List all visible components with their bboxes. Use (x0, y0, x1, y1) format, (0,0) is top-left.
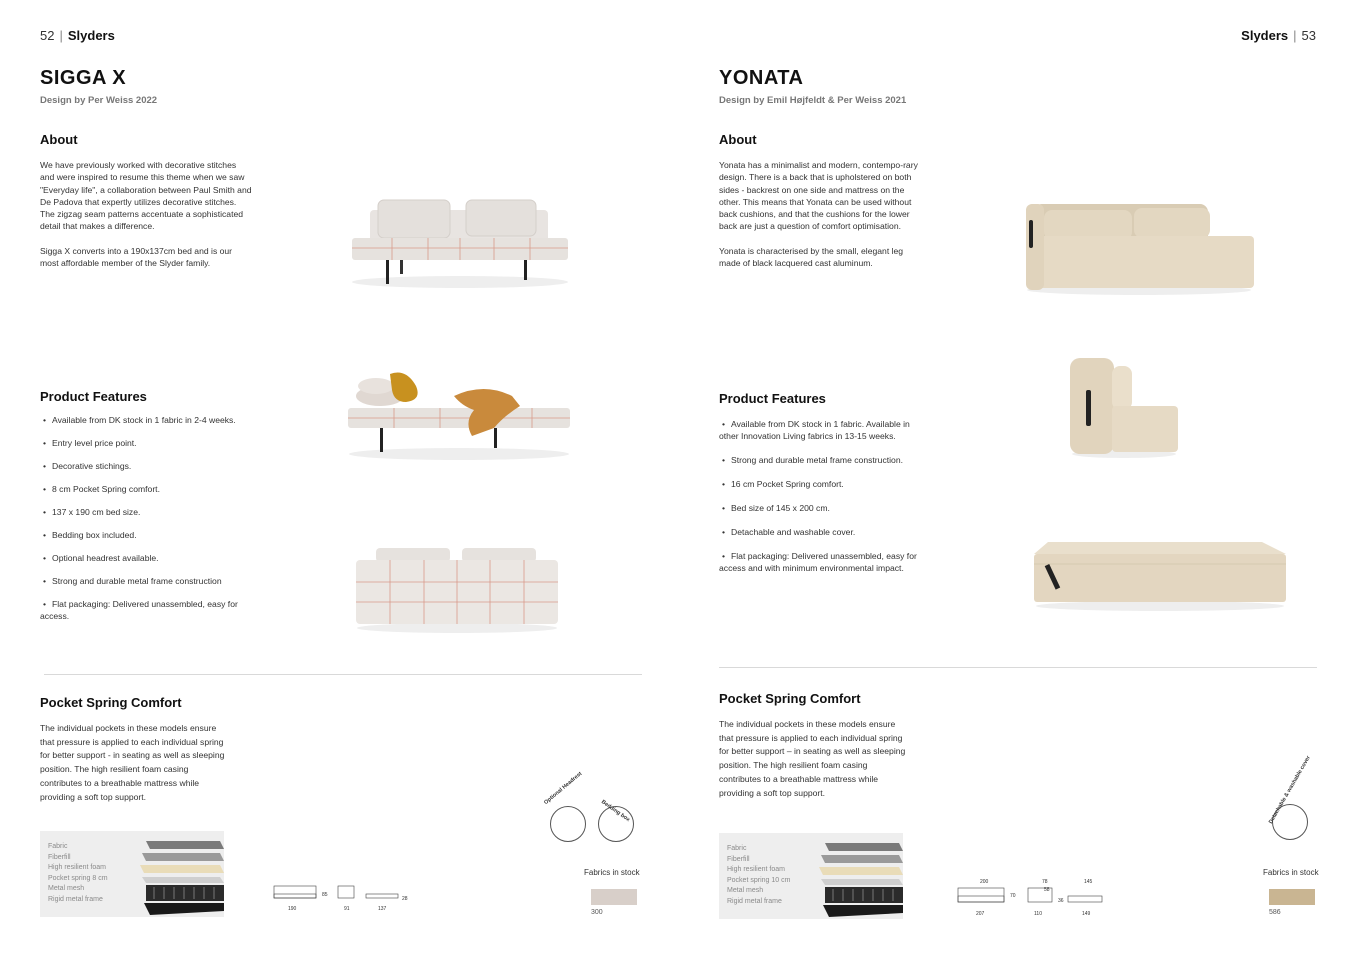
feature-item: • 8 cm Pocket Spring comfort. (40, 483, 252, 495)
dim-label: 70 (1010, 893, 1016, 899)
feature-item: • Strong and durable metal frame construction (40, 575, 252, 587)
layer-label: Fiberfill (48, 853, 71, 861)
layer-label: Pocket spring 10 cm (727, 876, 791, 884)
designer-credit: Design by Per Weiss 2022 (40, 95, 158, 106)
about-text (719, 159, 919, 269)
sofa-photo-back (352, 544, 562, 634)
layer-label: Metal mesh (727, 887, 764, 894)
fabric-code: 586 (1269, 909, 1281, 916)
psc-text: The individual pockets in these models ensure that pressure is applied to each individual spring for better support - in seating as well as sleeping position. The high resilient foam casing contributes to a breathable mattress while providing a soft top support. (40, 723, 225, 802)
mattress-layers-image (719, 833, 903, 919)
dim-label: 110 (1034, 911, 1042, 917)
sofa-photo-seating (1022, 196, 1256, 296)
dim-label: 78 (1042, 879, 1048, 885)
headrest-icon (550, 806, 586, 842)
dim-label: 200 (980, 879, 989, 885)
about-paragraph: Yonata has a minimalist and modern, contempo-rary design. There is a back that is upholstered on both sides - backrest on one side and mattress on the other. This means that Yonata can be used without back cushions, and that the cushions for the lower back are just a question of comfort optimisation. (719, 160, 918, 232)
page-number: 52 (40, 28, 55, 43)
dimension-drawing (954, 876, 1114, 918)
feature-item: • Strong and durable metal frame construction. (719, 454, 929, 466)
page-number: 53 (1301, 28, 1316, 43)
features-list (719, 418, 929, 574)
bedding-box-caption: Bedding box (600, 799, 631, 824)
mattress-layers-image (40, 831, 224, 917)
dimension-drawing (270, 882, 412, 914)
dim-label: 145 (1084, 879, 1093, 885)
feature-item: • Decorative stichings. (40, 460, 252, 472)
feature-item: • Flat packaging: Delivered unassembled, easy for access and with minimum environmental impact. (719, 550, 929, 574)
product-title: SIGGA X (40, 67, 127, 89)
fabrics-in-stock-label: Fabrics in stock (1263, 868, 1319, 877)
product-title: YONATA (719, 67, 804, 89)
layer-label: Fabric (727, 845, 747, 852)
section-name: Slyders (1241, 28, 1289, 43)
psc-heading: Pocket Spring Comfort (40, 695, 182, 710)
right-page (678, 0, 1356, 959)
layer-label: Pocket spring 8 cm (48, 874, 108, 882)
layer-labels (727, 844, 790, 907)
fabric-swatch (591, 889, 637, 905)
dim-label: 28 (402, 896, 408, 902)
about-heading: About (719, 132, 757, 147)
washable-cover-caption: Detachable & washable cover (1268, 755, 1312, 825)
features-list (40, 414, 252, 622)
layer-label: Rigid metal frame (727, 897, 782, 905)
about-paragraph: We have previously worked with decorative stitches and were inspired to resume this theme when we saw "Everyday life", a collaboration between Paul Smith and De Padova that expertly utilizes decorative stitches. The zigzag seam patterns accentuate a sophisticated detail that makes a difference. (40, 160, 252, 232)
feature-item: • Bedding box included. (40, 529, 252, 541)
left-folio: 52 | Slyders (40, 28, 115, 43)
features-heading: Product Features (719, 391, 826, 406)
section-divider (44, 674, 642, 675)
dim-label: 190 (288, 906, 297, 912)
fabric-swatch (1269, 889, 1315, 905)
mattress-layers-icon (815, 837, 903, 919)
fabric-code: 300 (591, 909, 603, 916)
feature-item: • Bed size of 145 x 200 cm. (719, 502, 929, 514)
dim-label: 149 (1082, 911, 1091, 917)
dim-label: 207 (976, 911, 985, 917)
sofa-photo-side (1068, 354, 1180, 460)
section-name: Slyders (67, 28, 115, 43)
sofa-photo-bed (1030, 534, 1290, 612)
layer-label: High resilient foam (48, 864, 106, 871)
headrest-caption: Optional Headrest (543, 770, 584, 806)
layer-label: High resilient foam (727, 866, 785, 873)
about-paragraph: Sigga X converts into a 190x137cm bed and is our most affordable member of the Slyder family. (40, 245, 233, 269)
sofa-photo-seating (348, 192, 572, 290)
feature-item: • Available from DK stock in 1 fabric. Available in other Innovation Living fabrics in 13-15 weeks. (719, 418, 929, 442)
layer-label: Metal mesh (48, 885, 85, 892)
feature-item: • 16 cm Pocket Spring comfort. (719, 478, 929, 490)
feature-item: • Flat packaging: Delivered unassembled, easy for access. (40, 598, 252, 622)
dim-label: 137 (378, 906, 387, 912)
feature-item: • Detachable and washable cover. (719, 526, 929, 538)
layer-labels (48, 842, 108, 905)
psc-heading: Pocket Spring Comfort (719, 691, 861, 706)
psc-text: The individual pockets in these models ensure that pressure is applied to each individual spring for better support – in seating as well as sleeping position. The high resilient foam casing contributes to a breathable mattress while providing a soft top support. (719, 719, 906, 798)
about-heading: About (40, 132, 78, 147)
section-divider (719, 667, 1317, 668)
right-folio: Slyders | 53 (1241, 28, 1316, 43)
feature-item: • Optional headrest available. (40, 552, 252, 564)
dim-label: 91 (344, 906, 350, 912)
feature-item: • Entry level price point. (40, 437, 252, 449)
sofa-photo-bed (344, 366, 574, 462)
layer-label: Rigid metal frame (48, 895, 103, 903)
mattress-layers-icon (136, 835, 224, 917)
features-heading: Product Features (40, 389, 147, 404)
about-paragraph: Yonata is characterised by the small, elegant leg made of black lacquered cast aluminum. (719, 245, 904, 269)
feature-item: • 137 x 190 cm bed size. (40, 506, 252, 518)
layer-label: Fabric (48, 843, 68, 850)
fabrics-in-stock-label: Fabrics in stock (584, 868, 640, 877)
layer-label: Fiberfill (727, 855, 750, 863)
about-text (40, 159, 252, 269)
dim-label: 85 (322, 892, 328, 898)
dim-label: 58 (1044, 887, 1050, 893)
dim-label: 36 (1058, 898, 1064, 904)
designer-credit: Design by Emil Højfeldt & Per Weiss 2021 (719, 95, 907, 106)
feature-item: • Available from DK stock in 1 fabric in 2-4 weeks. (40, 414, 252, 426)
